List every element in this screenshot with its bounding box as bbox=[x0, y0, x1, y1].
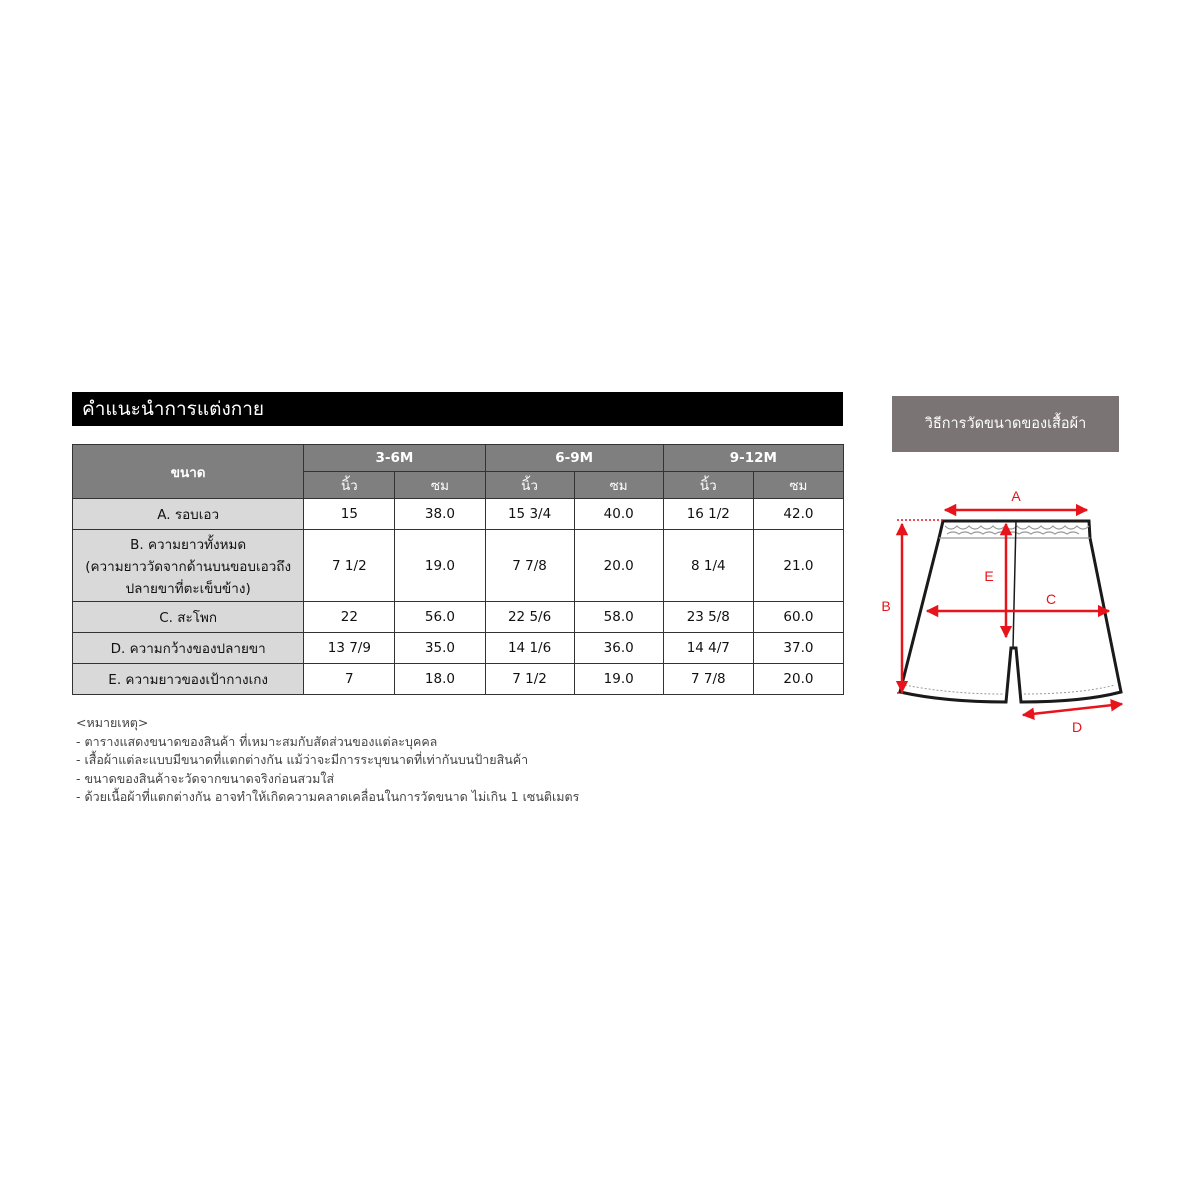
size-chart-table bbox=[72, 444, 844, 695]
size-group-6-9m: 6-9M bbox=[485, 445, 663, 472]
table-cell: 56.0 bbox=[395, 602, 485, 633]
note-item: - ตารางแสดงขนาดของสินค้า ที่เหมาะสมกับสัดส่วนของแต่ละบุคคล bbox=[76, 733, 438, 749]
label-a: A bbox=[1011, 488, 1021, 504]
table-cell: 20.0 bbox=[753, 664, 843, 695]
table-cell: 19.0 bbox=[395, 530, 485, 602]
size-group-3-6m: 3-6M bbox=[304, 445, 485, 472]
table-cell: 20.0 bbox=[574, 530, 663, 602]
table-cell: 42.0 bbox=[753, 499, 843, 530]
row-label: D. ความกว้างของปลายขา bbox=[73, 633, 304, 664]
size-header: ขนาด bbox=[73, 445, 304, 499]
table-cell: 13 7/9 bbox=[304, 633, 395, 664]
table-cell: 19.0 bbox=[574, 664, 663, 695]
unit-inch: นิ้ว bbox=[485, 472, 574, 499]
table-row-total-length bbox=[73, 530, 844, 602]
table-row-leg-opening bbox=[73, 633, 844, 664]
row-label: E. ความยาวของเป้ากางเกง bbox=[73, 664, 304, 695]
label-b: B bbox=[881, 598, 891, 614]
table-cell: 15 3/4 bbox=[485, 499, 574, 530]
table-cell: 21.0 bbox=[753, 530, 843, 602]
row-label-line: B. ความยาวทั้งหมด bbox=[130, 536, 247, 553]
row-label-line: ปลายขาที่ตะเข็บข้าง) bbox=[125, 580, 251, 597]
note-item: - ด้วยเนื้อผ้าที่แตกต่างกัน อาจทำให้เกิดความคลาดเคลื่อนในการวัดขนาด ไม่เกิน 1 เซนติเมตร bbox=[76, 789, 580, 805]
table-cell: 22 5/6 bbox=[485, 602, 574, 633]
table-cell: 35.0 bbox=[395, 633, 485, 664]
table-cell: 60.0 bbox=[753, 602, 843, 633]
row-label: A. รอบเอว bbox=[73, 499, 304, 530]
table-cell: 18.0 bbox=[395, 664, 485, 695]
table-cell: 37.0 bbox=[753, 633, 843, 664]
unit-cm: ซม bbox=[753, 472, 843, 499]
arrow-d-leg-opening bbox=[1023, 704, 1122, 715]
table-cell: 8 1/4 bbox=[663, 530, 753, 602]
label-d: D bbox=[1071, 719, 1083, 735]
table-cell: 7 1/2 bbox=[485, 664, 574, 695]
row-label-line: (ความยาววัดจากด้านบนขอบเอวถึง bbox=[85, 558, 292, 575]
size-group-9-12m: 9-12M bbox=[663, 445, 843, 472]
unit-cm: ซม bbox=[574, 472, 663, 499]
table-cell: 14 4/7 bbox=[663, 633, 753, 664]
table-cell: 58.0 bbox=[574, 602, 663, 633]
table-cell: 38.0 bbox=[395, 499, 485, 530]
row-label bbox=[73, 530, 304, 602]
unit-inch: นิ้ว bbox=[304, 472, 395, 499]
how-to-measure-label: วิธีการวัดขนาดของเสื้อผ้า bbox=[892, 396, 1119, 452]
row-label: C. สะโพก bbox=[73, 602, 304, 633]
page-title: คำแนะนำการแต่งกาย bbox=[72, 392, 843, 426]
table-row-hip bbox=[73, 602, 844, 633]
notes bbox=[76, 714, 579, 807]
table-row-waist bbox=[73, 499, 844, 530]
table-cell: 22 bbox=[304, 602, 395, 633]
table-cell: 7 7/8 bbox=[663, 664, 753, 695]
table-cell: 7 7/8 bbox=[485, 530, 574, 602]
table-cell: 14 1/6 bbox=[485, 633, 574, 664]
label-e: E bbox=[984, 568, 994, 584]
table-cell: 40.0 bbox=[574, 499, 663, 530]
table-cell: 7 bbox=[304, 664, 395, 695]
table-cell: 16 1/2 bbox=[663, 499, 753, 530]
unit-inch: นิ้ว bbox=[663, 472, 753, 499]
notes-heading: <หมายเหตุ> bbox=[76, 715, 149, 730]
label-c: C bbox=[1045, 591, 1057, 607]
table-cell: 36.0 bbox=[574, 633, 663, 664]
note-item: - เสื้อผ้าแต่ละแบบมีขนาดที่แตกต่างกัน แม้ว่าจะมีการระบุขนาดที่เท่ากันบนป้ายสินค้า bbox=[76, 752, 529, 768]
table-cell: 7 1/2 bbox=[304, 530, 395, 602]
table-row-rise bbox=[73, 664, 844, 695]
note-item: - ขนาดของสินค้าจะวัดจากขนาดจริงก่อนสวมใส่ bbox=[76, 770, 335, 786]
table-cell: 23 5/8 bbox=[663, 602, 753, 633]
table-cell: 15 bbox=[304, 499, 395, 530]
unit-cm: ซม bbox=[395, 472, 485, 499]
shorts-measurement-diagram bbox=[875, 480, 1145, 750]
